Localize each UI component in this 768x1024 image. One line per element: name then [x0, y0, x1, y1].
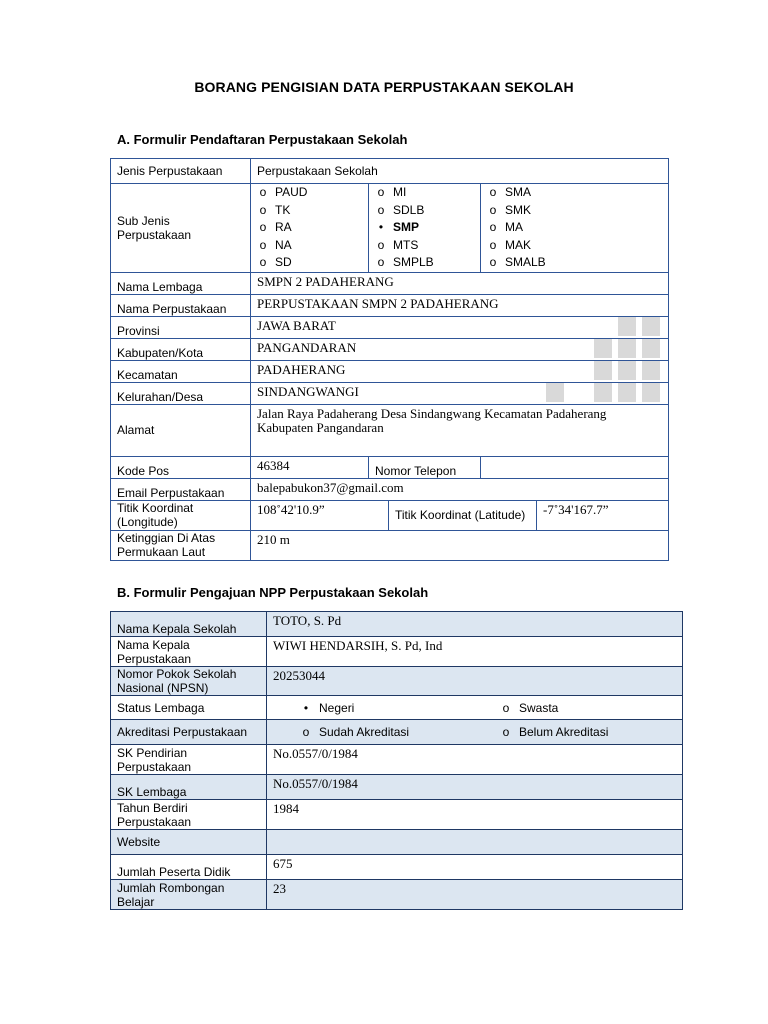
kecamatan-value[interactable]: PADAHERANG — [251, 360, 669, 382]
peserta-value[interactable]: 675 — [267, 855, 683, 880]
sub-jenis-option-label: SMK — [505, 202, 532, 217]
rombel-label: Jumlah Rombongan Belajar — [111, 880, 267, 910]
radio-circle-icon: o — [489, 255, 497, 269]
alamat-value[interactable]: Jalan Raya Padaherang Desa Sindangwang Kecamatan Padaherang Kabupaten Pangandaran — [251, 404, 669, 456]
nama-lembaga-label: Nama Lembaga — [111, 272, 251, 294]
peserta-label: Jumlah Peserta Didik — [111, 855, 267, 880]
sub-jenis-option[interactable] — [369, 184, 480, 202]
nama-perpustakaan-label: Nama Perpustakaan — [111, 294, 251, 316]
kepala-sekolah-value[interactable]: TOTO, S. Pd — [267, 612, 683, 637]
website-value[interactable] — [267, 830, 683, 855]
sub-jenis-option[interactable] — [251, 254, 368, 272]
sub-jenis-label: Sub Jenis Perpustakaan — [111, 184, 251, 273]
status-options — [267, 696, 683, 720]
sub-jenis-option[interactable] — [481, 254, 668, 272]
sub-jenis-option[interactable] — [251, 184, 368, 202]
akreditasi-label: Akreditasi Perpustakaan — [111, 720, 267, 745]
ketinggian-label: Ketinggian Di Atas Permukaan Laut — [111, 530, 251, 560]
sub-jenis-option-label: MA — [505, 220, 523, 234]
latitude-value[interactable]: -7˚34'167.7” — [537, 500, 669, 530]
sub-jenis-option[interactable] — [481, 237, 668, 255]
kecamatan-label: Kecamatan — [111, 360, 251, 382]
sub-jenis-option[interactable] — [369, 219, 480, 237]
sk-pendirian-value[interactable]: No.0557/0/1984 — [267, 745, 683, 775]
telepon-label: Nomor Telepon — [369, 456, 481, 478]
sub-jenis-option-label: PAUD — [275, 185, 308, 199]
sub-jenis-option[interactable] — [481, 202, 668, 220]
npsn-value[interactable]: 20253044 — [267, 667, 683, 696]
selected-bullet-icon: • — [378, 220, 384, 234]
status-swasta-label: Swasta — [519, 700, 559, 715]
kelurahan-label: Kelurahan/Desa — [111, 382, 251, 404]
sub-jenis-option[interactable] — [481, 219, 668, 237]
radio-circle-icon: o — [489, 202, 497, 217]
sub-jenis-option-label: SDLB — [393, 202, 425, 217]
radio-circle-icon: o — [377, 185, 385, 199]
section-a-heading: A. Formulir Pendaftaran Perpustakaan Sekolah — [117, 132, 408, 147]
provinsi-label: Provinsi — [111, 316, 251, 338]
belum-akreditasi-label: Belum Akreditasi — [519, 725, 609, 739]
longitude-value[interactable]: 108˚42'10.9” — [251, 500, 389, 530]
radio-circle-icon: o — [259, 255, 267, 269]
latitude-label: Titik Koordinat (Latitude) — [389, 500, 537, 530]
npsn-label: Nomor Pokok Sekolah Nasional (NPSN) — [111, 667, 267, 696]
sub-jenis-option[interactable] — [369, 202, 480, 220]
sub-jenis-option-label: SMA — [505, 185, 532, 199]
ketinggian-value[interactable]: 210 m — [251, 530, 669, 560]
registration-table — [110, 158, 669, 561]
longitude-label: Titik Koordinat (Longitude) — [111, 500, 251, 530]
sub-jenis-option[interactable] — [481, 184, 668, 202]
radio-circle-icon: o — [377, 255, 385, 269]
jenis-label: Jenis Perpustakaan — [111, 159, 251, 184]
sub-jenis-option-label: SMP — [393, 220, 420, 234]
status-negeri-radio[interactable]: • — [303, 700, 309, 715]
radio-circle-icon: o — [377, 237, 385, 252]
radio-circle-icon: o — [259, 185, 267, 199]
kepala-perpus-label: Nama Kepala Perpustakaan — [111, 637, 267, 667]
sk-pendirian-label: SK Pendirian Perpustakaan — [111, 745, 267, 775]
belum-akreditasi-radio[interactable]: o — [502, 725, 510, 739]
kepala-perpus-value[interactable]: WIWI HENDARSIH, S. Pd, Ind — [267, 637, 683, 667]
kode-pos-value[interactable]: 46384 — [251, 456, 369, 478]
radio-circle-icon: o — [259, 202, 267, 217]
radio-circle-icon: o — [259, 220, 267, 234]
sub-jenis-option-label: MTS — [393, 237, 419, 252]
kabupaten-value[interactable]: PANGANDARAN — [251, 338, 669, 360]
sub-jenis-option-label: SD — [275, 255, 292, 269]
sudah-akreditasi-radio[interactable]: o — [302, 725, 310, 739]
status-swasta-radio[interactable]: o — [502, 700, 510, 715]
alamat-label: Alamat — [111, 404, 251, 456]
email-value[interactable]: balepabukon37@gmail.com — [251, 478, 669, 500]
sub-jenis-option[interactable] — [369, 254, 480, 272]
website-label: Website — [111, 830, 267, 855]
tahun-value[interactable]: 1984 — [267, 800, 683, 830]
rombel-value[interactable]: 23 — [267, 880, 683, 910]
radio-circle-icon: o — [489, 185, 497, 199]
radio-circle-icon: o — [489, 220, 497, 234]
sub-jenis-col2 — [369, 184, 481, 273]
sub-jenis-col1 — [251, 184, 369, 273]
kode-pos-label: Kode Pos — [111, 456, 251, 478]
sub-jenis-option-label: MAK — [505, 237, 532, 252]
sub-jenis-option[interactable] — [251, 202, 368, 220]
sub-jenis-option[interactable] — [251, 237, 368, 255]
sub-jenis-option-label: SMPLB — [393, 255, 434, 269]
email-label: Email Perpustakaan — [111, 478, 251, 500]
kelurahan-value[interactable]: SINDANGWANGI — [251, 382, 669, 404]
sub-jenis-option[interactable] — [251, 219, 368, 237]
sk-lembaga-value[interactable]: No.0557/0/1984 — [267, 775, 683, 800]
sub-jenis-option-label: MI — [393, 185, 407, 199]
sudah-akreditasi-label: Sudah Akreditasi — [319, 725, 410, 739]
sub-jenis-option-label: RA — [275, 220, 292, 234]
sk-lembaga-label: SK Lembaga — [111, 775, 267, 800]
radio-circle-icon: o — [259, 237, 267, 252]
document-title: BORANG PENGISIAN DATA PERPUSTAKAAN SEKOLAH — [194, 79, 574, 95]
provinsi-value[interactable]: JAWA BARAT — [251, 316, 669, 338]
kepala-sekolah-label: Nama Kepala Sekolah — [111, 612, 267, 637]
sub-jenis-option-label: TK — [275, 202, 291, 217]
telepon-value[interactable] — [481, 456, 669, 478]
sub-jenis-option-label: NA — [275, 237, 292, 252]
section-b-heading: B. Formulir Pengajuan NPP Perpustakaan Sekolah — [117, 585, 429, 600]
sub-jenis-option[interactable] — [369, 237, 480, 255]
jenis-value: Perpustakaan Sekolah — [251, 159, 669, 184]
radio-circle-icon: o — [489, 237, 497, 252]
status-label: Status Lembaga — [111, 696, 267, 720]
tahun-label: Tahun Berdiri Perpustakaan — [111, 800, 267, 830]
nama-perpustakaan-value[interactable]: PERPUSTAKAAN SMPN 2 PADAHERANG — [251, 294, 669, 316]
sub-jenis-option-label: SMALB — [505, 255, 546, 269]
npp-table — [110, 611, 683, 910]
akreditasi-options — [267, 720, 683, 745]
kabupaten-label: Kabupaten/Kota — [111, 338, 251, 360]
nama-lembaga-value[interactable]: SMPN 2 PADAHERANG — [251, 272, 669, 294]
radio-circle-icon: o — [377, 202, 385, 217]
sub-jenis-col3 — [481, 184, 669, 273]
status-negeri-label: Negeri — [319, 700, 355, 715]
